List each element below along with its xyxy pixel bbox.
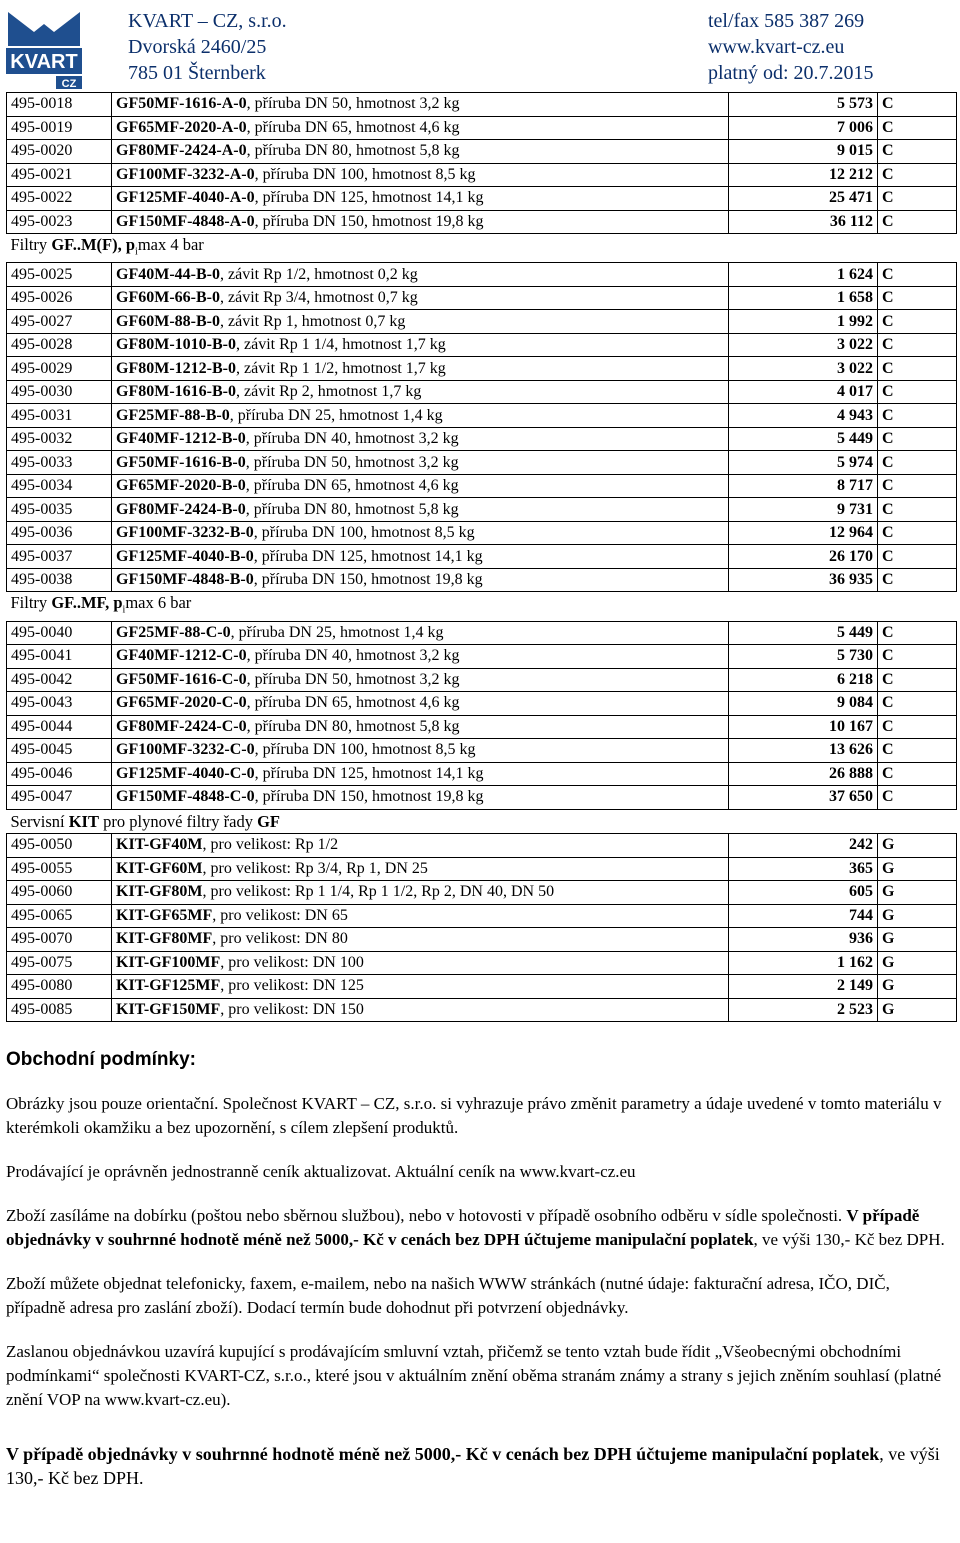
product-detail: , závit Rp 2, hmotnost 1,7 kg xyxy=(235,383,422,401)
price-row xyxy=(7,951,957,975)
section-title xyxy=(7,809,957,834)
price-group: C xyxy=(878,451,957,475)
product-description xyxy=(112,333,729,357)
product-detail: , příruba DN 100, hmotnost 8,5 kg xyxy=(254,165,476,183)
product-name: GF40MF-1212-C-0 xyxy=(116,647,247,665)
product-description xyxy=(112,786,729,810)
section-title-bold2: GF xyxy=(257,811,280,831)
price-group: C xyxy=(878,521,957,545)
product-code: 495-0075 xyxy=(7,951,112,975)
price-row xyxy=(7,333,957,357)
terms-final-notice xyxy=(6,1442,951,1490)
price-group: C xyxy=(878,498,957,522)
product-description xyxy=(112,857,729,881)
product-price: 5 449 xyxy=(729,427,878,451)
product-detail: , pro velikost: DN 80 xyxy=(212,930,348,948)
product-detail: , pro velikost: DN 65 xyxy=(212,906,348,924)
product-name: GF65MF-2020-C-0 xyxy=(116,694,247,712)
product-description xyxy=(112,498,729,522)
price-row xyxy=(7,521,957,545)
product-description xyxy=(112,975,729,999)
product-detail: , příruba DN 80, hmotnost 5,8 kg xyxy=(246,717,460,735)
product-name: GF125MF-4040-C-0 xyxy=(116,764,255,782)
terms-section xyxy=(6,1048,951,1510)
product-description xyxy=(112,187,729,211)
product-detail: , příruba DN 125, hmotnost 14,1 kg xyxy=(254,189,484,207)
price-group: G xyxy=(878,857,957,881)
price-row xyxy=(7,451,957,475)
product-code: 495-0065 xyxy=(7,904,112,928)
price-group: G xyxy=(878,904,957,928)
price-group: C xyxy=(878,692,957,716)
price-row xyxy=(7,380,957,404)
product-price: 5 974 xyxy=(729,451,878,475)
terms-heading: Obchodní podmínky: xyxy=(6,1049,196,1070)
product-name: GF100MF-3232-C-0 xyxy=(116,741,255,759)
product-description xyxy=(112,881,729,905)
price-row xyxy=(7,116,957,140)
product-name: GF25MF-88-C-0 xyxy=(116,623,231,641)
product-name: GF80M-1616-B-0 xyxy=(116,383,236,401)
terms-paragraph-pricelist: Prodávající je oprávněn jednostranně ceník aktualizovat. Aktuální ceník na www.kvart-cz.eu xyxy=(6,1162,636,1181)
product-name: GF150MF-4848-C-0 xyxy=(116,788,255,806)
product-name: GF80MF-2424-B-0 xyxy=(116,500,246,518)
section-title-bold: GF..MF, p xyxy=(51,593,123,613)
product-code: 495-0038 xyxy=(7,568,112,592)
product-name: GF40M-44-B-0 xyxy=(116,265,220,283)
section-title-pre: Filtry xyxy=(10,593,52,613)
price-row xyxy=(7,928,957,952)
product-detail: , pro velikost: Rp 3/4, Rp 1, DN 25 xyxy=(202,859,428,877)
product-name: GF125MF-4040-B-0 xyxy=(116,547,254,565)
product-detail: , příruba DN 65, hmotnost 4,6 kg xyxy=(246,118,460,136)
section-header-row xyxy=(7,234,957,263)
section-title-pre: Filtry xyxy=(10,235,52,254)
product-description xyxy=(112,140,729,164)
product-code: 495-0055 xyxy=(7,857,112,881)
product-code: 495-0045 xyxy=(7,739,112,763)
product-code: 495-0043 xyxy=(7,692,112,716)
product-name: KIT-GF125MF xyxy=(116,977,221,995)
product-description xyxy=(112,357,729,381)
product-code: 495-0029 xyxy=(7,357,112,381)
product-detail: , pro velikost: DN 125 xyxy=(220,977,364,995)
price-row xyxy=(7,427,957,451)
price-row xyxy=(7,762,957,786)
product-code: 495-0047 xyxy=(7,786,112,810)
product-detail: , pro velikost: Rp 1/2 xyxy=(202,836,339,854)
price-group: C xyxy=(878,645,957,669)
product-name: GF80M-1212-B-0 xyxy=(116,359,236,377)
product-price: 365 xyxy=(729,857,878,881)
price-group: C xyxy=(878,739,957,763)
section-title-post: max 4 bar xyxy=(137,235,204,254)
price-group: C xyxy=(878,786,957,810)
product-description xyxy=(112,762,729,786)
section-title-sub: i xyxy=(135,246,138,258)
product-description xyxy=(112,692,729,716)
product-description xyxy=(112,998,729,1022)
product-detail: , příruba DN 40, hmotnost 3,2 kg xyxy=(246,647,460,665)
product-price: 6 218 xyxy=(729,668,878,692)
product-price: 13 626 xyxy=(729,739,878,763)
price-group: G xyxy=(878,975,957,999)
product-description xyxy=(112,645,729,669)
product-name: GF125MF-4040-A-0 xyxy=(116,189,255,207)
product-name: GF25MF-88-B-0 xyxy=(116,406,230,424)
product-price: 9 731 xyxy=(729,498,878,522)
product-description xyxy=(112,286,729,310)
price-row xyxy=(7,857,957,881)
product-name: KIT-GF65MF xyxy=(116,906,213,924)
product-name: GF80M-1010-B-0 xyxy=(116,336,236,354)
product-description xyxy=(112,521,729,545)
product-detail: , závit Rp 1, hmotnost 0,7 kg xyxy=(219,312,406,330)
company-street: Dvorská 2460/25 xyxy=(128,36,267,58)
price-group: G xyxy=(878,951,957,975)
product-price: 12 212 xyxy=(729,163,878,187)
product-price: 36 935 xyxy=(729,568,878,592)
final-fee-amount: , ve výši 130,- Kč bez DPH. xyxy=(6,1444,940,1488)
product-name: GF60M-66-B-0 xyxy=(116,289,220,307)
price-row xyxy=(7,692,957,716)
product-price: 4 943 xyxy=(729,404,878,428)
product-detail: , závit Rp 3/4, hmotnost 0,7 kg xyxy=(219,289,418,307)
product-description xyxy=(112,621,729,645)
product-price: 3 022 xyxy=(729,333,878,357)
product-code: 495-0085 xyxy=(7,998,112,1022)
price-group: C xyxy=(878,380,957,404)
product-price: 26 888 xyxy=(729,762,878,786)
product-detail: , příruba DN 150, hmotnost 19,8 kg xyxy=(254,212,484,230)
product-price: 5 449 xyxy=(729,621,878,645)
valid-from: platný od: 20.7.2015 xyxy=(708,62,874,84)
price-group: C xyxy=(878,310,957,334)
product-code: 495-0025 xyxy=(7,263,112,287)
price-table xyxy=(6,92,957,1022)
product-detail: , příruba DN 50, hmotnost 3,2 kg xyxy=(245,453,459,471)
shipping-text: Zboží zasíláme na dobírku (poštou nebo sběrnou službou), nebo v hotovosti v případě osobního odběru v sídle společnosti. xyxy=(6,1206,847,1225)
product-description xyxy=(112,310,729,334)
product-detail: , příruba DN 65, hmotnost 4,6 kg xyxy=(245,477,459,495)
product-code: 495-0050 xyxy=(7,834,112,858)
product-description xyxy=(112,668,729,692)
price-row xyxy=(7,904,957,928)
product-code: 495-0032 xyxy=(7,427,112,451)
product-price: 26 170 xyxy=(729,545,878,569)
product-description xyxy=(112,163,729,187)
product-detail: , pro velikost: DN 150 xyxy=(220,1000,364,1018)
product-name: KIT-GF40M xyxy=(116,836,203,854)
price-row xyxy=(7,668,957,692)
product-name: GF50MF-1616-B-0 xyxy=(116,453,246,471)
product-price: 10 167 xyxy=(729,715,878,739)
product-name: GF50MF-1616-C-0 xyxy=(116,670,247,688)
product-detail: , příruba DN 80, hmotnost 5,8 kg xyxy=(246,142,460,160)
section-title-post: max 6 bar xyxy=(125,593,192,613)
product-code: 495-0030 xyxy=(7,380,112,404)
section-title xyxy=(7,592,957,621)
product-price: 37 650 xyxy=(729,786,878,810)
price-group: C xyxy=(878,333,957,357)
product-price: 1 162 xyxy=(729,951,878,975)
product-description xyxy=(112,568,729,592)
product-code: 495-0028 xyxy=(7,333,112,357)
product-name: GF40MF-1212-B-0 xyxy=(116,430,246,448)
product-code: 495-0080 xyxy=(7,975,112,999)
product-code: 495-0034 xyxy=(7,474,112,498)
product-price: 12 964 xyxy=(729,521,878,545)
product-detail: , příruba DN 125, hmotnost 14,1 kg xyxy=(253,547,483,565)
terms-paragraph-contract: Zaslanou objednávkou uzavírá kupující s prodávajícím smluvní vztah, přičemž se tento vztah bude řídit „Všeobecnými obchodními podmínkami“ společnosti KVART-CZ, s.r.o., které jsou v aktuálním znění oběma stranám známy a strany s jejich zněním souhlasí (platné znění VOP na www.kvart-cz.eu). xyxy=(6,1342,942,1409)
price-group: G xyxy=(878,928,957,952)
product-code: 495-0021 xyxy=(7,163,112,187)
product-description xyxy=(112,928,729,952)
section-title-pre: Servisní xyxy=(10,811,69,831)
product-name: GF50MF-1616-A-0 xyxy=(116,95,247,113)
product-code: 495-0026 xyxy=(7,286,112,310)
section-title-bold: GF..M(F), p xyxy=(51,235,136,254)
price-group: G xyxy=(878,998,957,1022)
product-detail: , příruba DN 25, hmotnost 1,4 kg xyxy=(229,406,443,424)
price-row xyxy=(7,163,957,187)
product-code: 495-0020 xyxy=(7,140,112,164)
product-name: GF100MF-3232-B-0 xyxy=(116,524,254,542)
product-description xyxy=(112,93,729,117)
product-detail: , pro velikost: DN 100 xyxy=(220,953,364,971)
price-row xyxy=(7,187,957,211)
product-price: 1 658 xyxy=(729,286,878,310)
price-group: C xyxy=(878,568,957,592)
price-group: C xyxy=(878,263,957,287)
product-name: KIT-GF80M xyxy=(116,883,203,901)
price-group: C xyxy=(878,116,957,140)
section-title-post: pro plynové filtry řady xyxy=(98,811,258,831)
product-name: KIT-GF80MF xyxy=(116,930,213,948)
product-name: GF80MF-2424-A-0 xyxy=(116,142,247,160)
product-name: GF150MF-4848-A-0 xyxy=(116,212,255,230)
logo-text: KVART xyxy=(10,51,78,73)
price-row xyxy=(7,357,957,381)
product-code: 495-0031 xyxy=(7,404,112,428)
product-detail: , závit Rp 1 1/4, hmotnost 1,7 kg xyxy=(235,336,446,354)
price-group: G xyxy=(878,881,957,905)
product-detail: , závit Rp 1 1/2, hmotnost 1,7 kg xyxy=(235,359,446,377)
price-row xyxy=(7,498,957,522)
section-header-row xyxy=(7,809,957,834)
handling-fee-notice: V případě objednávky v souhrnné hodnotě méně než 5000,- Kč v cenách bez DPH účtujeme manipulační poplatek xyxy=(6,1206,920,1249)
product-code: 495-0041 xyxy=(7,645,112,669)
product-code: 495-0018 xyxy=(7,93,112,117)
price-row xyxy=(7,310,957,334)
product-name: KIT-GF100MF xyxy=(116,953,221,971)
product-description xyxy=(112,427,729,451)
product-detail: , příruba DN 50, hmotnost 3,2 kg xyxy=(246,670,460,688)
price-row xyxy=(7,786,957,810)
price-group: C xyxy=(878,427,957,451)
product-detail: , příruba DN 40, hmotnost 3,2 kg xyxy=(245,430,459,448)
kvart-logo xyxy=(4,8,84,90)
price-group: C xyxy=(878,621,957,645)
product-detail: , příruba DN 50, hmotnost 3,2 kg xyxy=(246,95,460,113)
product-code: 495-0044 xyxy=(7,715,112,739)
price-row xyxy=(7,715,957,739)
price-row xyxy=(7,474,957,498)
price-group: C xyxy=(878,404,957,428)
price-row xyxy=(7,645,957,669)
product-description xyxy=(112,715,729,739)
section-title xyxy=(7,234,957,263)
price-group: C xyxy=(878,210,957,234)
company-city: 785 01 Šternberk xyxy=(128,62,266,84)
price-row xyxy=(7,998,957,1022)
product-description xyxy=(112,545,729,569)
product-price: 605 xyxy=(729,881,878,905)
page-header xyxy=(0,0,960,92)
price-row xyxy=(7,568,957,592)
terms-paragraph-images: Obrázky jsou pouze orientační. Společnost KVART – CZ, s.r.o. si vyhrazuje právo změnit parametry a údaje uvedené v tomto materiálu v kterémkoli okamžiku a bez upozornění, s cílem zlepšení produktů. xyxy=(6,1094,942,1137)
price-row xyxy=(7,210,957,234)
product-name: GF80MF-2424-C-0 xyxy=(116,717,247,735)
section-title-sub: i xyxy=(122,604,126,616)
product-code: 495-0027 xyxy=(7,310,112,334)
product-description xyxy=(112,263,729,287)
product-name: GF65MF-2020-A-0 xyxy=(116,118,247,136)
product-name: GF100MF-3232-A-0 xyxy=(116,165,255,183)
section-header-row xyxy=(7,592,957,621)
product-price: 5 573 xyxy=(729,93,878,117)
product-detail: , příruba DN 100, hmotnost 8,5 kg xyxy=(254,741,476,759)
website[interactable]: www.kvart-cz.eu xyxy=(708,36,845,58)
product-code: 495-0060 xyxy=(7,881,112,905)
product-price: 3 022 xyxy=(729,357,878,381)
product-code: 495-0070 xyxy=(7,928,112,952)
product-price: 8 717 xyxy=(729,474,878,498)
product-price: 25 471 xyxy=(729,187,878,211)
price-table-body xyxy=(7,93,957,1022)
product-price: 9 084 xyxy=(729,692,878,716)
product-description xyxy=(112,474,729,498)
product-description xyxy=(112,404,729,428)
product-description xyxy=(112,951,729,975)
product-price: 9 015 xyxy=(729,140,878,164)
product-detail: , příruba DN 80, hmotnost 5,8 kg xyxy=(245,500,459,518)
product-price: 1 624 xyxy=(729,263,878,287)
price-group: C xyxy=(878,668,957,692)
product-name: KIT-GF60M xyxy=(116,859,203,877)
company-contact xyxy=(708,8,874,86)
final-fee-notice: V případě objednávky v souhrnné hodnotě méně než 5000,- Kč v cenách bez DPH účtujeme manipulační poplatek xyxy=(6,1444,880,1464)
product-description xyxy=(112,834,729,858)
product-price: 5 730 xyxy=(729,645,878,669)
product-price: 1 992 xyxy=(729,310,878,334)
price-group: C xyxy=(878,163,957,187)
product-code: 495-0046 xyxy=(7,762,112,786)
product-description xyxy=(112,210,729,234)
product-name: GF150MF-4848-B-0 xyxy=(116,571,254,589)
price-row xyxy=(7,263,957,287)
price-group: C xyxy=(878,762,957,786)
price-group: C xyxy=(878,715,957,739)
product-detail: , příruba DN 125, hmotnost 14,1 kg xyxy=(254,764,484,782)
product-code: 495-0036 xyxy=(7,521,112,545)
terms-paragraph-shipping xyxy=(6,1204,951,1252)
price-group: C xyxy=(878,286,957,310)
product-detail: , příruba DN 100, hmotnost 8,5 kg xyxy=(253,524,475,542)
product-description xyxy=(112,739,729,763)
product-detail: , příruba DN 150, hmotnost 19,8 kg xyxy=(253,571,483,589)
price-group: C xyxy=(878,140,957,164)
product-name: GF60M-88-B-0 xyxy=(116,312,220,330)
product-price: 2 523 xyxy=(729,998,878,1022)
price-row xyxy=(7,545,957,569)
price-row xyxy=(7,404,957,428)
terms-paragraph-ordering: Zboží můžete objednat telefonicky, faxem, e-mailem, nebo na našich WWW stránkách (nutné údaje: fakturační adresa, IČO, DIČ, případně adresa pro zaslání zboží). Dodací termín bude dohodnut při potvrzení objednávky. xyxy=(6,1274,890,1317)
price-group: C xyxy=(878,357,957,381)
product-code: 495-0040 xyxy=(7,621,112,645)
product-code: 495-0022 xyxy=(7,187,112,211)
product-code: 495-0037 xyxy=(7,545,112,569)
price-row xyxy=(7,140,957,164)
product-detail: , příruba DN 25, hmotnost 1,4 kg xyxy=(230,623,444,641)
product-description xyxy=(112,116,729,140)
price-row xyxy=(7,881,957,905)
product-name: KIT-GF150MF xyxy=(116,1000,221,1018)
product-price: 2 149 xyxy=(729,975,878,999)
price-row xyxy=(7,93,957,117)
company-name: KVART – CZ, s.r.o. xyxy=(128,10,287,32)
product-price: 744 xyxy=(729,904,878,928)
price-group: C xyxy=(878,187,957,211)
product-description xyxy=(112,451,729,475)
product-detail: , příruba DN 65, hmotnost 4,6 kg xyxy=(246,694,460,712)
section-title-bold: KIT xyxy=(68,811,99,831)
product-price: 242 xyxy=(729,834,878,858)
product-code: 495-0035 xyxy=(7,498,112,522)
logo-sub: CZ xyxy=(61,78,77,90)
phone-fax: tel/fax 585 387 269 xyxy=(708,10,865,32)
product-description xyxy=(112,904,729,928)
price-group: G xyxy=(878,834,957,858)
price-group: C xyxy=(878,545,957,569)
product-description xyxy=(112,380,729,404)
product-price: 936 xyxy=(729,928,878,952)
product-detail: , pro velikost: Rp 1 1/4, Rp 1 1/2, Rp 2, DN 40, DN 50 xyxy=(202,883,555,901)
product-price: 7 006 xyxy=(729,116,878,140)
product-code: 495-0033 xyxy=(7,451,112,475)
product-code: 495-0023 xyxy=(7,210,112,234)
company-address xyxy=(128,8,287,86)
product-detail: , příruba DN 150, hmotnost 19,8 kg xyxy=(254,788,484,806)
product-price: 36 112 xyxy=(729,210,878,234)
price-group: C xyxy=(878,93,957,117)
product-detail: , závit Rp 1/2, hmotnost 0,2 kg xyxy=(219,265,418,283)
product-price: 4 017 xyxy=(729,380,878,404)
price-row xyxy=(7,286,957,310)
price-row xyxy=(7,834,957,858)
product-name: GF65MF-2020-B-0 xyxy=(116,477,246,495)
price-row xyxy=(7,739,957,763)
price-row xyxy=(7,621,957,645)
price-row xyxy=(7,975,957,999)
product-code: 495-0019 xyxy=(7,116,112,140)
handling-fee-amount: , ve výši 130,- Kč bez DPH. xyxy=(753,1230,945,1249)
price-group: C xyxy=(878,474,957,498)
product-code: 495-0042 xyxy=(7,668,112,692)
